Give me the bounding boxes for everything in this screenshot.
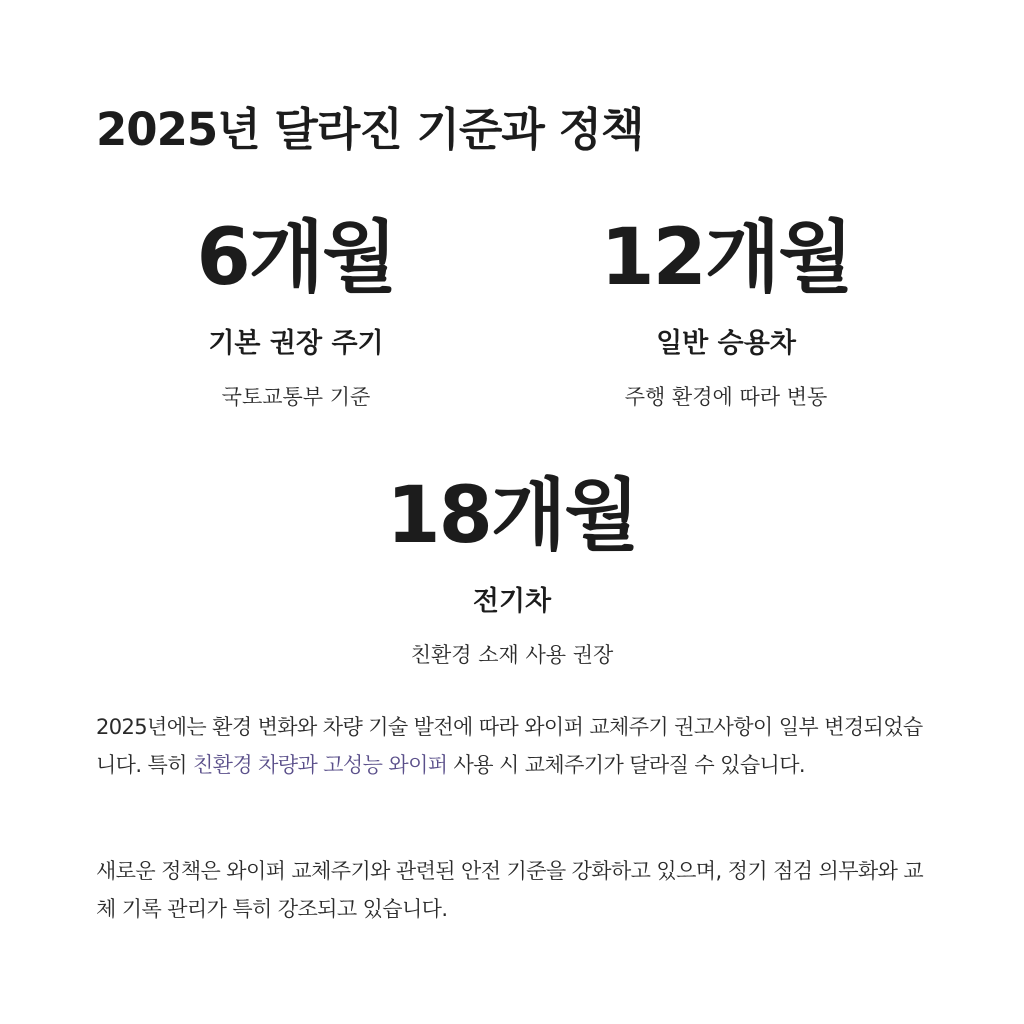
stat-value: 12개월 — [600, 213, 852, 303]
paragraph-text: 2025년에는 환경 변화와 차량 기술 발전에 따라 와이퍼 교체주기 권고사항이 일부 변경되었습니다. 특히 — [96, 715, 923, 777]
stat-note: 친환경 소재 사용 권장 — [410, 643, 614, 667]
stat-note: 국토교통부 기준 — [221, 385, 371, 409]
stat-label: 일반 승용차 — [656, 328, 796, 359]
stat-value: 18개월 — [386, 471, 638, 561]
stat-block-basic — [96, 212, 496, 412]
highlighted-phrase: 친환경 차량과 고성능 와이퍼 — [192, 753, 448, 777]
stat-block-passenger-car — [526, 212, 926, 412]
paragraph-text: 사용 시 교체주기가 달라질 수 있습니다. — [447, 753, 805, 777]
policy-paragraph-1 — [96, 708, 926, 784]
policy-paragraph-2: 새로운 정책은 와이퍼 교체주기와 관련된 안전 기준을 강화하고 있으며, 정기 점검 의무화와 교체 기록 관리가 특히 강조되고 있습니다. — [96, 859, 924, 921]
stat-block-electric-vehicle — [312, 470, 712, 670]
stat-note: 주행 환경에 따라 변동 — [624, 385, 828, 409]
stat-label: 전기차 — [472, 586, 552, 617]
stat-label: 기본 권장 주기 — [208, 328, 384, 359]
stat-value: 6개월 — [196, 213, 396, 303]
page-title: 2025년 달라진 기준과 정책 — [96, 103, 644, 156]
